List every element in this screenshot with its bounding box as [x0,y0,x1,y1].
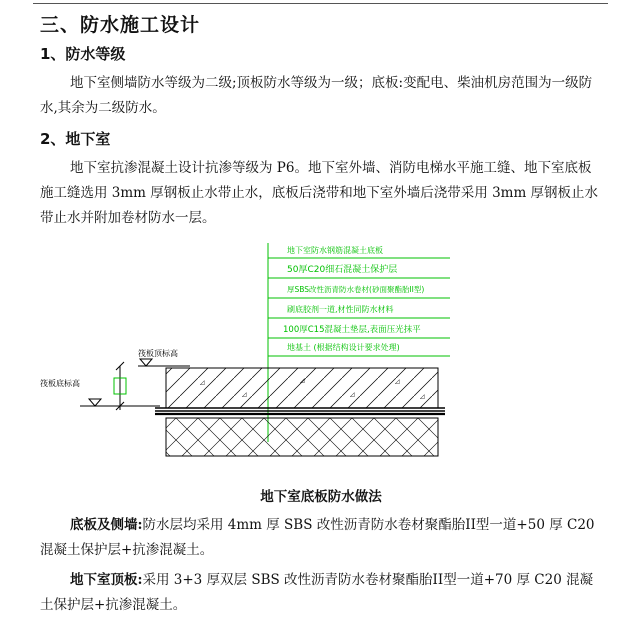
svg-text:◿: ◿ [395,378,400,385]
layer-label-1: 地下室防水钢筋混凝土底板 [287,246,383,255]
layer-label-4: 刷底胶剂一道,材性同防水材料 [287,305,394,314]
basement-paragraph: 地下室抗渗混凝土设计抗渗等级为 P6。地下室外墙、消防电梯水平施工缝、地下室底板施工缝选用 3mm 厚钢板止水带止水，底板后浇带和地下室外墙后浇带采用 3mm 厚钢板止水带止水并附加卷材防水一层。 [40,160,599,226]
roof-label: 地下室顶板: [70,572,143,588]
figure-caption: 地下室底板防水做法 [260,489,382,505]
floor-wall-text: 防水层均采用 4mm 厚 SBS 改性沥青防水卷材聚酯胎II型一道+50 厚 C20 混凝土保护层+抗渗混凝土。 [40,517,595,558]
waterproof-grade-paragraph: 地下室侧墙防水等级为二级;顶板防水等级为一级；底板:变配电、柴油机房范围为一级防水,其余为二级防水。 [40,75,593,116]
raft-bottom-label: 筏板底标高 [40,379,80,388]
floor-wall-label: 底板及侧墙: [70,517,143,533]
layer-label-6: 地基土 (根据结构设计要求处理) [287,343,400,352]
roof-text: 采用 3+3 厚双层 SBS 改性沥青防水卷材聚酯胎II型一道+70 厚 C20 混凝土保护层+抗渗混凝土。 [40,572,594,613]
subsection-title-basement: 2、地下室 [40,130,111,148]
svg-text:◿: ◿ [350,391,355,398]
floor-wall-paragraph [40,513,600,563]
svg-text:◿: ◿ [242,391,247,398]
raft-bottom-elevation-icon [89,399,101,406]
raft-slab [166,368,438,408]
layer-label-2: 50厚C20细石混凝土保护层 [287,265,398,275]
svg-text:◿: ◿ [420,393,425,400]
layer-label-5: 100厚C15混凝土垫层,表面压光抹平 [283,325,421,335]
layer-label-3: 厚SBS改性沥青防水卷材(砂面聚酯胎II型) [287,285,425,294]
roof-paragraph [40,568,600,618]
svg-text:◿: ◿ [200,379,205,386]
raft-top-label: 筏板顶标高 [138,349,178,358]
subsection-title-waterproof-grade: 1、防水等级 [40,45,126,63]
section-title: 三、防水施工设计 [40,14,201,36]
svg-text:◿: ◿ [300,377,305,384]
foundation-soil [166,418,438,456]
raft-top-elevation-icon [140,359,152,366]
